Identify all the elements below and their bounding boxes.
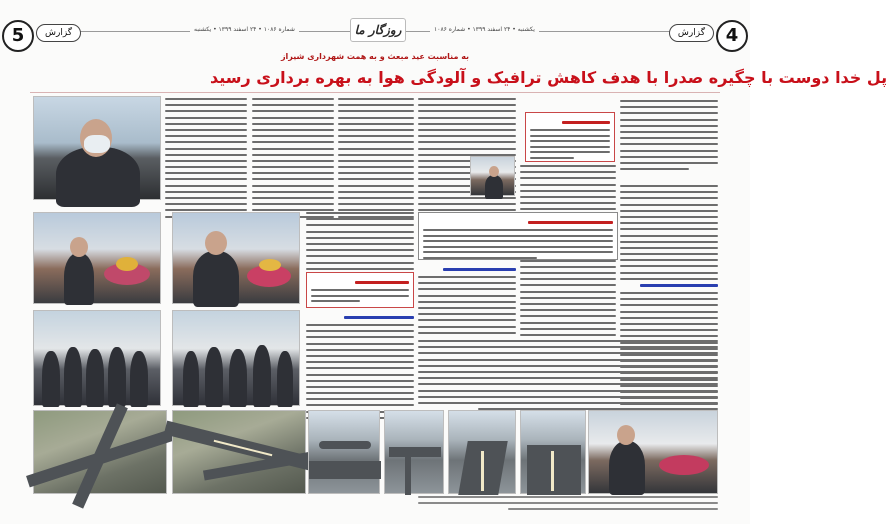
quote-box-left: [306, 272, 414, 308]
bottom-caption-strip: [418, 496, 718, 518]
text-column-r1: [620, 100, 718, 180]
photo-ribbon-cutting-1: [33, 212, 161, 304]
text-column-l5: [306, 312, 414, 408]
left-page-number: 5: [2, 20, 34, 52]
photo-interchange: [308, 410, 380, 494]
quote-box: [525, 112, 615, 162]
photo-ribbon-cutting-2: [172, 212, 300, 304]
right-issue-meta: یکشنبه • ۲۴ اسفند ۱۳۹۹ • شماره ۱۰۸۶: [430, 26, 539, 33]
highlight-box: [418, 212, 618, 260]
article-headline: پل خدا دوست با چگیره صدرا با هدف کاهش ترافیک و آلودگی هوا به بهره برداری رسید: [210, 68, 887, 87]
photo-aerial-bridge-1: [33, 410, 167, 494]
photo-road-lanes: [448, 410, 516, 494]
photo-inset-small: [470, 156, 515, 196]
photo-highway: [520, 410, 586, 494]
page-header: [0, 18, 750, 48]
right-page-number: 4: [716, 20, 748, 52]
text-column-l2: [252, 98, 334, 206]
left-issue-meta: شماره ۱۰۸۶ • ۲۴ اسفند ۱۳۹۹ • یکشنبه: [190, 26, 299, 33]
photo-aerial-bridge-2: [172, 410, 306, 494]
headline-rule: [30, 92, 720, 93]
photo-officials-group-1: [33, 310, 161, 406]
photo-official-in-car: [588, 410, 718, 494]
photo-overpass: [384, 410, 444, 494]
left-section-label: گزارش: [36, 24, 81, 42]
text-column-l3: [338, 98, 414, 206]
text-column-r5: [418, 264, 516, 334]
newspaper-logo: روزگار ما: [350, 18, 406, 42]
photo-official-portrait: [33, 96, 161, 200]
article-supertitle: به مناسبت عید مبعث و به همت شهرداری شیراز: [280, 52, 470, 61]
text-column-l1: [165, 98, 247, 206]
text-column-r6: [418, 340, 718, 410]
photo-officials-group-2: [172, 310, 300, 406]
text-column-l4: [306, 212, 414, 272]
right-section-label: گزارش: [669, 24, 714, 42]
